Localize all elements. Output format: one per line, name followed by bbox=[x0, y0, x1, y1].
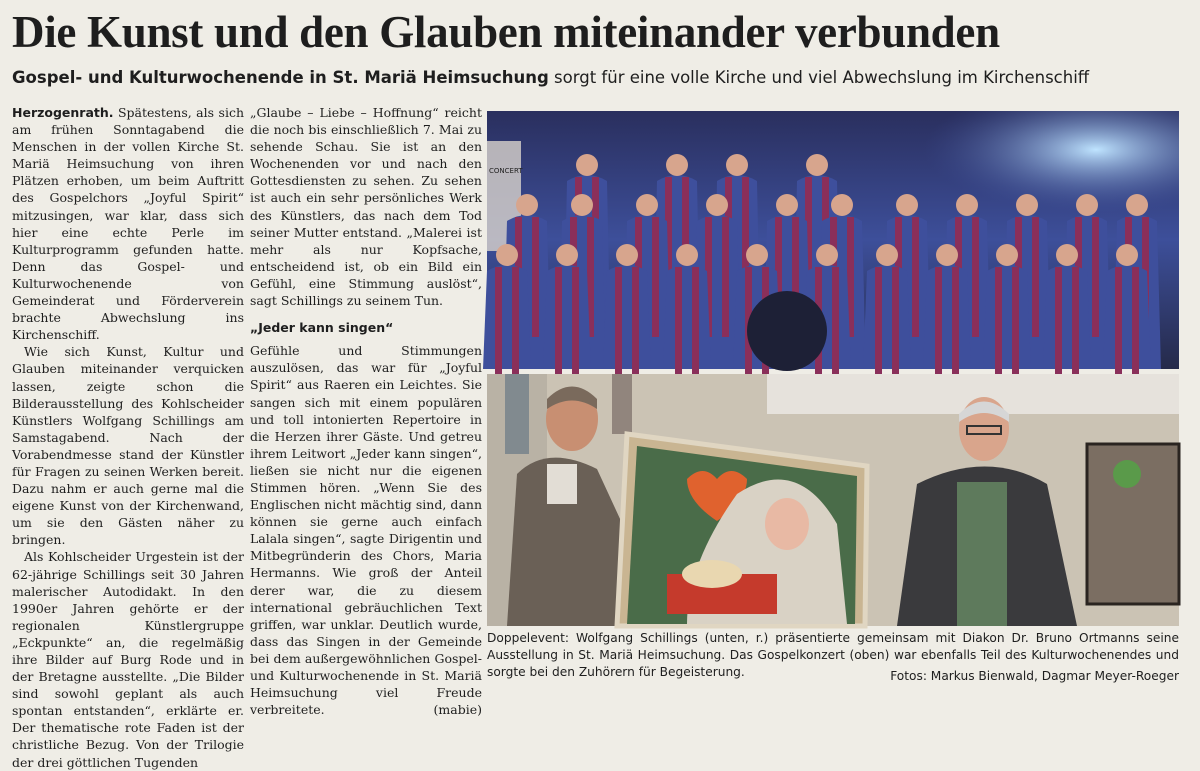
choir-singer-robe bbox=[603, 265, 651, 369]
choir-singer-stole bbox=[532, 217, 539, 337]
choir-singer-head bbox=[666, 154, 688, 176]
subheadline bbox=[12, 66, 1192, 90]
choir-singer-stole bbox=[875, 267, 882, 387]
article-subtitle: „Jeder kann singen“ bbox=[250, 320, 394, 336]
choir-singer-head bbox=[1076, 194, 1098, 216]
choir-singer-head bbox=[831, 194, 853, 216]
subheadline-bold: Gospel- und Kulturwochenende in St. Mariä Heimsuchung bbox=[12, 68, 549, 87]
article-paragraph-5 bbox=[250, 342, 482, 718]
choir-singer-head bbox=[1116, 244, 1138, 266]
choir-singer-head bbox=[496, 244, 518, 266]
subheadline-rest: sorgt für eine volle Kirche und viel Abwechslung im Kirchenschiff bbox=[548, 68, 1090, 87]
article-paragraph-3: Als Kohlscheider Urgestein ist der 62-jährige Schillings seit 30 Jahren malerischer Autodidakt. In den 1990er Jahren gehörte er der regionalen Künstlergruppe „Eckpunkte“ an, die regelmäßig ihre Bilder auf Burg Rode und in der Bretagne ausstellte. „Die Bilder sind sowohl geplant als auch spontan entstanden“, erklärte er. Der thematische rote Faden ist der christliche Bezug. Von der Trilogie der drei göttlichen Tugenden bbox=[12, 549, 244, 770]
held-painting bbox=[617, 434, 867, 626]
article-paragraph-4: „Glaube – Liebe – Hoffnung“ reicht die noch bis einschließlich 7. Mai zu sehende Schau. Sie ist an den Wochenenden vor und nach den Gottesdiensten zu sehen. Zu sehen ist auch ein sehr persönliches Werk des Künstlers, das nach dem Tod seiner Mutter entstand. „Malerei ist mehr als nur Kopfsache, entscheidend ist, ob ein Bild ein Gefühl, eine Stimmung auslöst“, sagt Schillings zu seinem Tun. bbox=[250, 105, 482, 309]
choir-singer-stole bbox=[512, 267, 519, 387]
choir-singer-robe bbox=[863, 265, 911, 369]
choir-singer-robe bbox=[1103, 265, 1151, 369]
choir-singer-robe bbox=[983, 265, 1031, 369]
choir-photo-illustration bbox=[487, 111, 1179, 369]
choir-singer-stole bbox=[1132, 267, 1139, 387]
choir-singer-stole bbox=[972, 217, 979, 337]
choir-singer-head bbox=[1126, 194, 1148, 216]
choir-singer-head bbox=[516, 194, 538, 216]
exhibition-photo-illustration bbox=[487, 374, 1179, 626]
choir-singer-head bbox=[576, 154, 598, 176]
choir-singer-robe bbox=[663, 265, 711, 369]
choir-singer-stole bbox=[1055, 267, 1062, 387]
choir-photo bbox=[487, 111, 1179, 369]
choir-singer-stole bbox=[995, 267, 1002, 387]
choir-singer-head bbox=[571, 194, 593, 216]
choir-singer-stole bbox=[1092, 217, 1099, 337]
choir-singer-head bbox=[776, 194, 798, 216]
author-tag: (mabie) bbox=[433, 702, 482, 718]
choir-singer-stole bbox=[1012, 267, 1019, 387]
choir-singer-head bbox=[896, 194, 918, 216]
choir-singer-head bbox=[956, 194, 978, 216]
choir-singer-head bbox=[1056, 244, 1078, 266]
photo-credit: Fotos: Markus Bienwald, Dagmar Meyer-Roeger bbox=[890, 669, 1179, 683]
choir-singer-stole bbox=[555, 267, 562, 387]
choir-singer-stole bbox=[892, 267, 899, 387]
choir-singer-stole bbox=[652, 217, 659, 337]
article-column-1 bbox=[12, 104, 244, 770]
choir-singer-stole bbox=[935, 267, 942, 387]
paragraph-1-text: Spätestens, als sich am frühen Sonntagabend die Menschen in der vollen Kirche St. Mariä Heimsuchung von ihren Plätzen erhoben, um beim Auftritt des Gospelchors „Joyful Spirit“ mitzusingen, war klar, dass sich hier eine echte Perle im Kulturprogramm gefunden hatte. Denn das Gospel- und Kulturwochenende von Gemeinderat und Förderverein brachte Abwechslung ins Kirchenschiff. bbox=[12, 105, 244, 343]
choir-singer-head bbox=[936, 244, 958, 266]
article-paragraph-2: Wie sich Kunst, Kultur und Glauben miteinander verquicken lassen, zeigte schon die Bilderausstellung des Kohlscheider Künstlers Wolfgang Schillings am Samstagabend. Nach der Vorabendmesse stand der Künstler für Fragen zu seinen Werken bereit. Dazu nahm er auch gerne mal die eigene Kunst von der Kirchenwand, um sie den Gästen näher zu bringen. bbox=[12, 344, 244, 548]
choir-singer-stole bbox=[495, 267, 502, 387]
choir-singer-stole bbox=[1032, 217, 1039, 337]
choir-singer-head bbox=[616, 244, 638, 266]
paragraph-5-text: Gefühle und Stimmungen auszulösen, das war für „Joyful Spirit“ aus Raeren ein Leichtes. Sie sangen sich mit einem populären und toll intonierten Repertoire in die Herzen ihrer Gäste. Und getreu ihrem Leitwort „Jeder kann singen“, ließen sie nicht nur die eigenen Stimmen hören. „Wenn Sie des Englischen nicht mächtig sind, dann können sie gerne auch einfach Lalala singen“, sagte Dirigentin und Mitbegründerin des Chors, Maria Hermanns. Wie groß der Anteil derer war, die zu diesem international gebräuchlichen Text griffen, war unklar. Deutlich wurde, dass das Singen in der Gemeinde bei dem außergewöhnlichen Gospel- und Kulturwochenende in St. Mariä Heimsuchung viel Freude verbreitete. bbox=[250, 343, 482, 718]
conductor-silhouette bbox=[747, 291, 827, 371]
choir-singer-stole bbox=[722, 217, 729, 337]
concert-sign: CONCERT bbox=[489, 167, 523, 175]
choir-singer-head bbox=[876, 244, 898, 266]
choir-singer-stole bbox=[1115, 267, 1122, 387]
choir-singer-head bbox=[746, 244, 768, 266]
choir-singer-stole bbox=[632, 267, 639, 387]
dateline: Herzogenrath. bbox=[12, 105, 114, 120]
choir-singer-head bbox=[726, 154, 748, 176]
choir-singer-head bbox=[556, 244, 578, 266]
headline: Die Kunst und den Glauben miteinander verbunden bbox=[12, 7, 1000, 57]
choir-singer-head bbox=[996, 244, 1018, 266]
choir-singer-stole bbox=[1072, 267, 1079, 387]
choir-singer-stole bbox=[615, 267, 622, 387]
choir-singer-stole bbox=[675, 267, 682, 387]
choir-singer-stole bbox=[912, 217, 919, 337]
choir-singer-robe bbox=[483, 265, 531, 369]
choir-singer-stole bbox=[572, 267, 579, 387]
choir-singer-head bbox=[806, 154, 828, 176]
choir-singer-robe bbox=[543, 265, 591, 369]
choir-singer-stole bbox=[692, 267, 699, 387]
choir-singer-head bbox=[1016, 194, 1038, 216]
article-column-2 bbox=[250, 104, 482, 718]
wall-painting-green-circle bbox=[1113, 460, 1141, 488]
choir-singer-head bbox=[816, 244, 838, 266]
choir-singer-robe bbox=[923, 265, 971, 369]
choir-singer-head bbox=[706, 194, 728, 216]
choir-singer-robe bbox=[1043, 265, 1091, 369]
article-paragraph-1 bbox=[12, 104, 244, 343]
choir-singer-head bbox=[676, 244, 698, 266]
photo-caption: Doppelevent: Wolfgang Schillings (unten, r.) präsentierte gemeinsam mit Diakon Dr. Bruno Ortmanns seine Ausstellung in St. Mariä Heimsuchung. Das Gospelkonzert (oben) war ebenfalls Teil des Kulturwochenendes und sorgte bei den Zuhörern für Begeisterung. bbox=[487, 631, 1179, 679]
exhibition-photo bbox=[487, 374, 1179, 626]
choir-singer-head bbox=[636, 194, 658, 216]
choir-singer-stole bbox=[832, 267, 839, 387]
choir-singer-stole bbox=[952, 267, 959, 387]
